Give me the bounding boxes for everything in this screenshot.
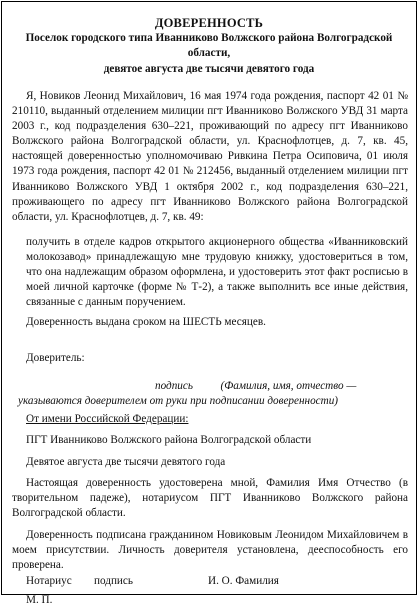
date-heading: девятое августа две тысячи девятого года: [103, 63, 315, 75]
seal-label: М. П.: [26, 594, 53, 606]
signed-paragraph: Доверенность подписана гражданином Новиковым Леонидом Михайловичем в моем присутствии. Личность доверителя установлена, дееспособность его проверена.: [12, 529, 408, 572]
notary-name: И. О. Фамилия: [208, 575, 279, 587]
authority-paragraph: получить в отделе кадров открытого акционерного общества «Иванниковский молокозавод» принадлежащую мне трудовую книжку, удостовериться в том, что она надлежащим образом оформлена, и удостоверить этот факт росписью в моей личной карточке (форме № Т-2), а также выполнить все иные действия, связанные с данным поручением.: [26, 236, 408, 309]
document-title: ДОВЕРЕННОСТЬ: [154, 16, 264, 30]
principal-label: Доверитель:: [26, 352, 85, 364]
notary-signature-row: [26, 574, 408, 590]
principal-statement: Я, Новиков Леонид Михайлович, 16 мая 1974 года рождения, паспорт 42 01 № 210110, выданный отделением милиции пгт Иванниково Волжского УВД 31 марта 2003 г., код подразделения 630–221, проживающий по адресу пгт Иванниково Волжского района Волгоградской области, ул. Краснофлотцев, д. 7, кв. 45, настоящей доверенностью уполномочиваю Ривкина Петра Осиповича, 01 июля 1973 года рождения, паспорт 42 01 № 212456, выданный отделением милиции пгт Иванниково Волжского УВД 1 октября 2002 г., код подразделения 630–221, проживающего по адресу пгт Иванниково Волжского района Волгоградской области, ул. Краснофлотцев, д. 7, кв. 49:: [12, 90, 408, 223]
signature-hint-1: (Фамилия, имя, отчество —: [220, 380, 357, 392]
term-paragraph: Доверенность выдана сроком на ШЕСТЬ месяцев.: [26, 316, 266, 328]
signature-word: подпись: [155, 380, 193, 392]
notary-signature: подпись: [94, 575, 133, 587]
notary-label: Нотариус: [26, 575, 72, 587]
signature-hint-2: указываются доверителем от руки при подписании доверенности): [18, 395, 339, 407]
place-line-2: области,: [187, 47, 231, 60]
place-heading: [10, 31, 408, 61]
power-of-attorney-document: [1, 1, 417, 606]
certification-paragraph: Настоящая доверенность удостоверена мной, Фамилия Имя Отчество (в творительном падеже), нотариусом ПГТ Иванниково Волжского района Волгоградской области.: [12, 477, 408, 520]
federation-label: От имени Российской Федерации:: [26, 413, 189, 425]
date-words: Девятое августа две тысячи девятого года: [26, 456, 226, 468]
signature-line: [155, 379, 356, 394]
city-line: ПГТ Иванниково Волжского района Волгоградской области: [26, 434, 312, 446]
place-line-1: Поселок городского типа Иванниково Волжского района Волгоградской: [25, 32, 393, 44]
